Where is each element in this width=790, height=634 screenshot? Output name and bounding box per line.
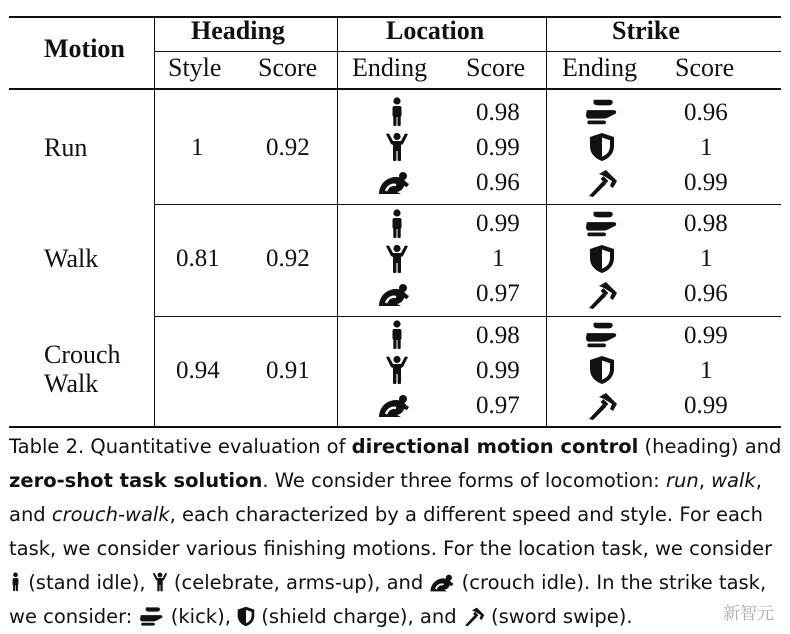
crouch-idle-icon xyxy=(377,280,411,310)
group-rule-2 xyxy=(154,316,781,317)
run-strike-score-2: 1 xyxy=(700,134,713,161)
stand-idle-icon xyxy=(380,209,414,239)
stand-idle-icon xyxy=(380,320,414,350)
celebrate-icon xyxy=(152,571,168,593)
walk-style: 0.81 xyxy=(176,245,220,272)
kick-icon xyxy=(585,97,619,127)
subheader-location-score: Score xyxy=(466,53,526,82)
crouch-walk-location-score-3: 0.97 xyxy=(476,392,520,419)
celebrate-icon xyxy=(380,355,414,385)
crouch-idle-icon xyxy=(429,573,455,593)
run-location-score-2: 0.99 xyxy=(476,134,520,161)
group-rule-1 xyxy=(154,204,781,205)
walk-location-score-1: 0.99 xyxy=(476,210,520,237)
subheader-location-ending: Ending xyxy=(352,53,428,82)
kick-icon xyxy=(585,320,619,350)
crouch-walk-style: 0.94 xyxy=(176,357,220,384)
motion-walk: Walk xyxy=(44,244,99,273)
sword-swipe-icon xyxy=(585,168,619,198)
run-style: 1 xyxy=(191,134,204,161)
sword-swipe-icon xyxy=(585,391,619,421)
bottom-rule xyxy=(9,426,781,428)
subheader-strike-ending: Ending xyxy=(562,53,638,82)
header-bottom-rule xyxy=(9,88,781,90)
run-strike-score-1: 0.96 xyxy=(684,99,728,126)
walk-strike-score-3: 0.96 xyxy=(684,280,728,307)
motion-crouch-walk-line2: Walk xyxy=(44,369,99,398)
run-location-score-3: 0.96 xyxy=(476,169,520,196)
subheader-heading-score: Score xyxy=(258,53,318,82)
crouch-walk-location-score-2: 0.99 xyxy=(476,357,520,384)
run-heading-score: 0.92 xyxy=(266,134,310,161)
crouch-walk-location-score-1: 0.98 xyxy=(476,322,520,349)
walk-strike-score-1: 0.98 xyxy=(684,210,728,237)
subheader-strike-score: Score xyxy=(675,53,735,82)
shield-charge-icon xyxy=(237,606,255,627)
crouch-walk-strike-score-1: 0.99 xyxy=(684,322,728,349)
vline-motion xyxy=(154,16,155,428)
crouch-walk-strike-score-2: 1 xyxy=(700,357,713,384)
kick-icon xyxy=(139,606,165,627)
celebrate-icon xyxy=(380,244,414,274)
walk-location-score-2: 1 xyxy=(492,245,505,272)
motion-crouch-walk-line1: Crouch xyxy=(44,340,121,369)
crouch-walk-strike-score-3: 0.99 xyxy=(684,392,728,419)
run-strike-score-3: 0.99 xyxy=(684,169,728,196)
crouch-walk-heading-score: 0.91 xyxy=(266,357,310,384)
subheader-rule xyxy=(154,51,781,52)
shield-charge-icon xyxy=(585,244,619,274)
crouch-idle-icon xyxy=(377,391,411,421)
header-motion: Motion xyxy=(44,34,125,63)
table-caption: Table 2. Quantitative evaluation of directional motion control (heading) and zero-shot task solution. We consider three forms of locomotion: run, walk, and crouch-walk, each characterized by a different speed and style. For each task, we consider various finishing motions. For the location task, we consider (stand idle), (celebrate, arms-up), and (crouch idle). In the strike task, we consider: (kick), (shield charge), and (sword swipe). xyxy=(9,435,782,628)
header-heading: Heading xyxy=(191,16,285,45)
celebrate-icon xyxy=(380,132,414,162)
header-location: Location xyxy=(386,16,485,45)
vline-location xyxy=(546,16,547,428)
motion-run: Run xyxy=(44,133,88,162)
kick-icon xyxy=(585,209,619,239)
sword-swipe-icon xyxy=(463,606,485,627)
shield-charge-icon xyxy=(585,132,619,162)
walk-strike-score-2: 1 xyxy=(700,245,713,272)
header-strike: Strike xyxy=(612,16,680,45)
stand-idle-icon xyxy=(9,571,22,593)
walk-location-score-3: 0.97 xyxy=(476,280,520,307)
vline-heading xyxy=(337,16,338,428)
stand-idle-icon xyxy=(380,97,414,127)
watermark: 新智元 xyxy=(723,604,774,624)
crouch-idle-icon xyxy=(377,168,411,198)
shield-charge-icon xyxy=(585,355,619,385)
walk-heading-score: 0.92 xyxy=(266,245,310,272)
run-location-score-1: 0.98 xyxy=(476,99,520,126)
sword-swipe-icon xyxy=(585,280,619,310)
subheader-style: Style xyxy=(168,53,222,82)
